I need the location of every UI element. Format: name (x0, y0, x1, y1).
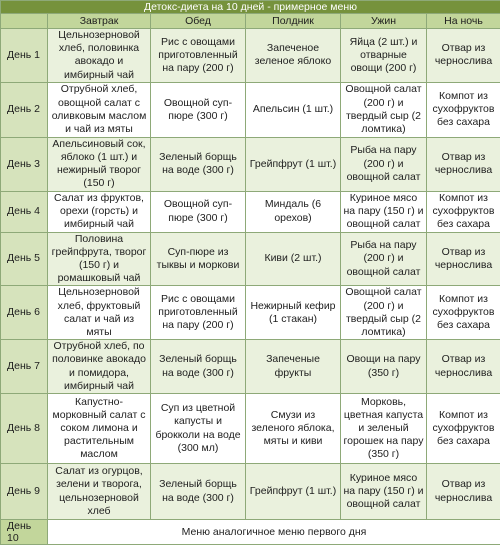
menu-cell: Цельнозерновой хлеб, фруктовый салат и чай из мяты (48, 286, 151, 340)
day-label: День 8 (1, 394, 48, 464)
menu-cell: Рис с овощами приготовленный на пару (200 г) (151, 286, 246, 340)
menu-cell: Апельсиновый сок, яблоко (1 шт.) и нежирный творог (150 г) (48, 137, 151, 191)
menu-cell: Миндаль (6 орехов) (246, 191, 341, 232)
table-row (1, 286, 500, 340)
menu-cell: Овощной салат (200 г) и твердый сыр (2 ломтика) (341, 286, 427, 340)
menu-cell: Рыба на пару (200 г) и овощной салат (341, 137, 427, 191)
day-label: День 1 (1, 29, 48, 83)
menu-cell: Запеченые фрукты (246, 340, 341, 394)
day-label: День 6 (1, 286, 48, 340)
menu-cell: Компот из сухофруктов без сахара (427, 394, 500, 464)
menu-cell: Куриное мясо на пару (150 г) и овощной салат (341, 191, 427, 232)
menu-cell: Зеленый борщь на воде (300 г) (151, 464, 246, 520)
header-cell-night: На ночь (427, 14, 500, 29)
menu-cell: Компот из сухофруктов без сахара (427, 191, 500, 232)
menu-cell: Куриное мясо на пару (150 г) и овощной салат (341, 464, 427, 520)
header-cell-dinner: Ужин (341, 14, 427, 29)
day-label: День 9 (1, 464, 48, 520)
last-row-note: Меню аналогичное меню первого дня (48, 520, 500, 545)
day-label: День 2 (1, 82, 48, 137)
menu-cell: Отвар из чернослива (427, 137, 500, 191)
menu-cell: Салат из огурцов, зелени и творога, цельнозерновой хлеб (48, 464, 151, 520)
menu-cell: Отвар из чернослива (427, 340, 500, 394)
header-cell-breakfast: Завтрак (48, 14, 151, 29)
menu-cell: Рыба на пару (200 г) и овощной салат (341, 232, 427, 286)
menu-cell: Грейпфрут (1 шт.) (246, 464, 341, 520)
table-row (1, 232, 500, 286)
table-row (1, 464, 500, 520)
header-cell-lunch: Обед (151, 14, 246, 29)
menu-cell: Салат из фруктов, орехи (горсть) и имбирный чай (48, 191, 151, 232)
table-row (1, 137, 500, 191)
menu-cell: Отвар из чернослива (427, 464, 500, 520)
menu-cell: Апельсин (1 шт.) (246, 82, 341, 137)
menu-cell: Отвар из чернослива (427, 29, 500, 83)
menu-cell: Рис с овощами приготовленный на пару (200 г) (151, 29, 246, 83)
table-row (1, 29, 500, 83)
menu-cell: Компот из сухофруктов без сахара (427, 286, 500, 340)
table-title: Детокс-диета на 10 дней - примерное меню (1, 1, 500, 14)
menu-cell: Овощной суп-пюре (300 г) (151, 191, 246, 232)
menu-cell: Отрубной хлеб, по половинке авокадо и помидора, имбирный чай (48, 340, 151, 394)
table-row (1, 340, 500, 394)
header-cell-empty (1, 14, 48, 29)
menu-cell: Суп из цветной капусты и брокколи на воде (300 мл) (151, 394, 246, 464)
menu-cell: Овощи на пару (350 г) (341, 340, 427, 394)
menu-cell: Зеленый борщь на воде (300 г) (151, 340, 246, 394)
table-row-last (1, 520, 500, 545)
menu-cell: Компот из сухофруктов без сахара (427, 82, 500, 137)
menu-cell: Морковь, цветная капуста и зеленый горошек на пару (350 г) (341, 394, 427, 464)
menu-cell: Запеченое зеленое яблоко (246, 29, 341, 83)
menu-cell: Овощной суп-пюре (300 г) (151, 82, 246, 137)
menu-cell: Киви (2 шт.) (246, 232, 341, 286)
menu-cell: Отрубной хлеб, овощной салат с оливковым маслом и чай из мяты (48, 82, 151, 137)
menu-cell: Половина грейпфрута, творог (150 г) и ромашковый чай (48, 232, 151, 286)
menu-cell: Нежирный кефир (1 стакан) (246, 286, 341, 340)
menu-cell: Отвар из чернослива (427, 232, 500, 286)
menu-cell: Яйца (2 шт.) и отварные овощи (200 г) (341, 29, 427, 83)
day-label: День 3 (1, 137, 48, 191)
table-row (1, 82, 500, 137)
table-row (1, 394, 500, 464)
menu-cell: Грейпфрут (1 шт.) (246, 137, 341, 191)
menu-cell: Суп-пюре из тыквы и моркови (151, 232, 246, 286)
menu-cell: Капустно-морковный салат с соком лимона и растительным маслом (48, 394, 151, 464)
table-row (1, 191, 500, 232)
menu-cell: Цельнозерновой хлеб, половинка авокадо и имбирный чай (48, 29, 151, 83)
menu-cell: Овощной салат (200 г) и твердый сыр (2 ломтика) (341, 82, 427, 137)
menu-cell: Смузи из зеленого яблока, мяты и киви (246, 394, 341, 464)
day-label: День 4 (1, 191, 48, 232)
header-cell-snack: Полдник (246, 14, 341, 29)
title-row (1, 1, 500, 14)
menu-cell: Зеленый борщь на воде (300 г) (151, 137, 246, 191)
day-label: День 7 (1, 340, 48, 394)
day-label: День 10 (1, 520, 48, 545)
day-label: День 5 (1, 232, 48, 286)
header-row (1, 14, 500, 29)
